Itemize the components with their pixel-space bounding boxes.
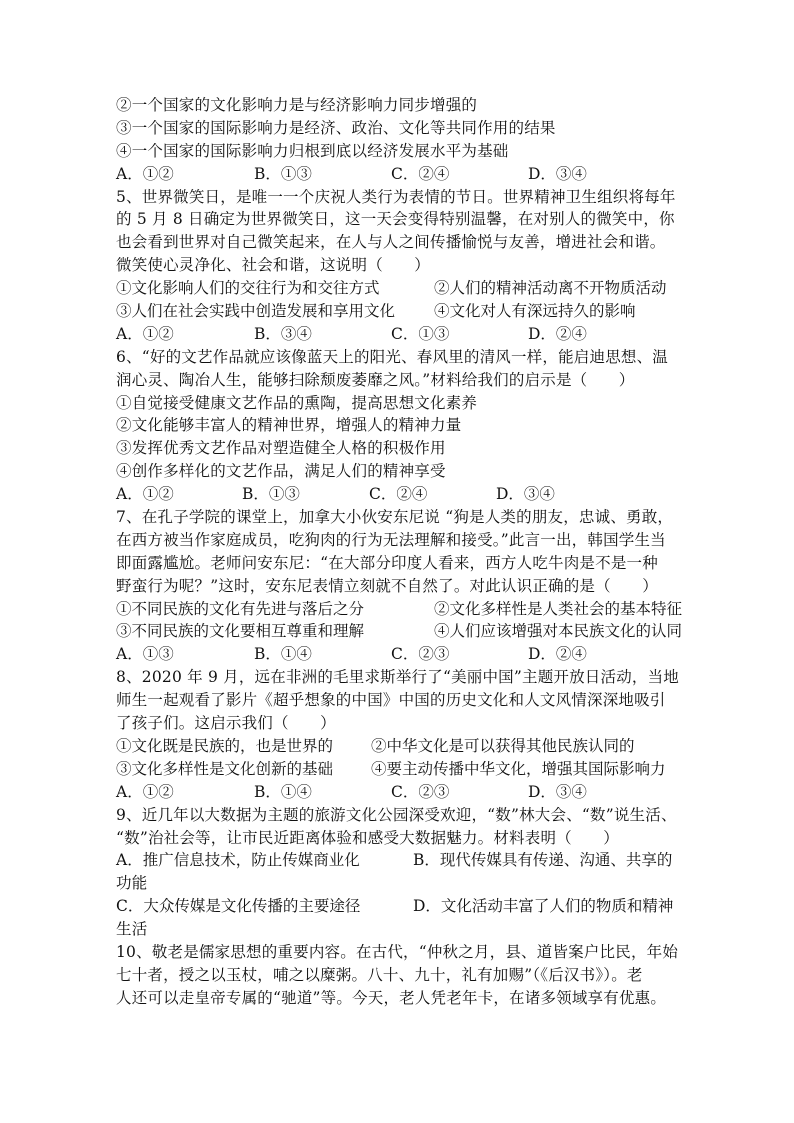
q8-statement-4: ④要主动传播中华文化，增强其国际影响力 [371,759,666,778]
q9-options-row-1 [116,849,686,872]
q7-stem-line-1: 7、在孔子学院的课堂上，加拿大小伙安东尼说 “狗是人类的朋友，忠诚、勇敢， [116,508,674,527]
q4-options [116,163,686,186]
q6-option-c[interactable]: C．②④ [369,485,428,504]
q4-option-b[interactable]: B．①③ [254,164,312,183]
q5-stem-line-3: 也会看到世界对自己微笑起来，在人与人之间传播愉悦与友善，增进社会和谐。 [116,233,666,252]
q7-statement-4: ④人们应该增强对本民族文化的认同 [434,622,683,641]
q7-stem-line-3: 即面露尴尬。老师问安东尼：“在大部分印度人看来，西方人吃牛肉是不是一种 [116,553,658,572]
q4-option-d[interactable]: D．③④ [528,164,587,183]
q5-stem-line-4: 微笑使心灵净化、社会和谐，这说明（ ） [116,256,431,275]
q6-stem-line-2: 润心灵、陶冶人生，能够扫除颓废萎靡之风。”材料给我们的启示是（ ） [116,370,635,389]
q7-option-c[interactable]: C．②③ [391,645,450,664]
q4-statement-4: ④一个国家的国际影响力归根到底以经济发展水平为基础 [116,141,509,160]
q7-option-b[interactable]: B．①④ [254,645,312,664]
q5-option-b[interactable]: B．③④ [254,324,312,343]
q9-option-d[interactable]: D．文化活动丰富了人们的物质和精神 [413,897,674,916]
q5-statements-row-2 [116,300,686,323]
q9-stem-line-1: 9、近几年以大数据为主题的旅游文化公园深受欢迎，“数”林大会、“数”说生活、 [116,805,677,824]
q8-stem-line-2: 师生一起观看了影片《超乎想象的中国》中国的历史文化和人文风情深深地吸引 [116,691,666,710]
q5-statement-2: ②人们的精神活动离不开物质活动 [434,279,667,298]
q6-option-a[interactable]: A．①② [116,485,174,504]
q5-stem-line-2: 的 5 月 8 日确定为世界微笑日，这一天会变得特别温馨，在对别人的微笑中，你 [116,210,675,229]
q8-stem-line-1: 8、2020 年 9 月，远在非洲的毛里求斯举行了“美丽中国”主题开放日活动，当地 [116,668,680,687]
q8-statement-1: ①文化既是民族的，也是世界的 [116,736,334,755]
q6-option-b[interactable]: B．①③ [242,485,300,504]
q9-option-b-continued: 功能 [116,874,148,893]
q8-option-d[interactable]: D．③④ [528,782,587,801]
q6-statement-2: ②文化能够丰富人的精神世界，增强人的精神力量 [116,416,462,435]
q8-statement-2: ②中华文化是可以获得其他民族认同的 [371,736,635,755]
q6-stem-line-1: 6、“好的文艺作品就应该像蓝天上的阳光、春风里的清风一样，能启迪思想、温 [116,347,668,366]
q9-stem-line-2: “数”治社会等，让市民近距离体验和感受大数据魅力。材料表明（ ） [116,828,619,847]
q8-option-b[interactable]: B．①④ [254,782,312,801]
q9-option-c[interactable]: C．大众传媒是文化传播的主要途径 [116,897,361,916]
q8-statements-row-2 [116,758,686,781]
q6-statement-3: ③发挥优秀文艺作品对塑造健全人格的积极作用 [116,439,446,458]
q7-statement-1: ①不同民族的文化有先进与落后之分 [116,599,365,618]
q4-statement-2: ②一个国家的文化影响力是与经济影响力同步增强的 [116,96,478,114]
q9-option-d-continued: 生活 [116,920,148,939]
q8-statement-3: ③文化多样性是文化创新的基础 [116,759,334,778]
q8-statements-row-1 [116,735,686,758]
q4-option-a[interactable]: A．①② [116,164,174,183]
q9-options-row-2 [116,895,686,918]
q7-option-d[interactable]: D．②④ [528,645,587,664]
q7-statement-3: ③不同民族的文化要相互尊重和理解 [116,622,365,641]
q8-option-a[interactable]: A．①② [116,782,174,801]
q5-statement-1: ①文化影响人们的交往行为和交往方式 [116,279,380,298]
q8-stem-line-3: 了孩子们。这启示我们（ ） [116,714,336,733]
q5-options [116,323,686,346]
q7-stem-line-2: 在西方被当作家庭成员，吃狗肉的行为无法理解和接受。”此言一出，韩国学生当 [116,530,666,549]
exam-page [116,94,686,1010]
q10-stem-line-3: 人还可以走皇帝专属的“驰道”等。今天，老人凭老年卡，在诸多领域享有优惠。 [116,988,667,1007]
q6-options [116,483,686,506]
q10-stem-line-2: 七十者，授之以玉杖，哺之以糜粥。八十、九十，礼有加赐”（《后汉书》）。老 [116,965,643,984]
q5-option-c[interactable]: C．①③ [391,324,450,343]
q6-statement-4: ④创作多样化的文艺作品，满足人们的精神享受 [116,462,446,481]
q5-statement-3: ③人们在社会实践中创造发展和享用文化 [116,302,396,321]
q5-option-a[interactable]: A．①② [116,324,174,343]
q7-stem-line-4: 野蛮行为呢？”这时，安东尼表情立刻就不自然了。对此认识正确的是（ ） [116,576,658,595]
q6-statement-1: ①自觉接受健康文艺作品的熏陶，提高思想文化素养 [116,393,478,412]
q7-statement-2: ②文化多样性是人类社会的基本特征 [434,599,683,618]
q7-options [116,643,686,666]
q5-option-d[interactable]: D．②④ [528,324,587,343]
q9-option-b[interactable]: B．现代传媒具有传递、沟通、共享的 [413,851,673,870]
q7-statements-row-2 [116,620,686,643]
q5-statements-row-1 [116,277,686,300]
q10-stem-line-1: 10、敬老是儒家思想的重要内容。在古代，“仲秋之月，县、道皆案户比民，年始 [116,942,679,961]
q4-option-c[interactable]: C．②④ [391,164,450,183]
q5-stem-line-1: 5、世界微笑日，是唯一一个庆祝人类行为表情的节日。世界精神卫生组织将每年 [116,187,676,206]
q6-option-d[interactable]: D．③④ [496,485,555,504]
q8-option-c[interactable]: C．②③ [391,782,450,801]
q4-statement-3: ③一个国家的国际影响力是经济、政治、文化等共同作用的结果 [116,118,556,137]
q5-statement-4: ④文化对人有深远持久的影响 [434,302,636,321]
q7-statements-row-1 [116,598,686,621]
q7-option-a[interactable]: A．①③ [116,645,174,664]
q9-option-a[interactable]: A．推广信息技术，防止传媒商业化 [116,851,360,870]
q8-options [116,781,686,804]
